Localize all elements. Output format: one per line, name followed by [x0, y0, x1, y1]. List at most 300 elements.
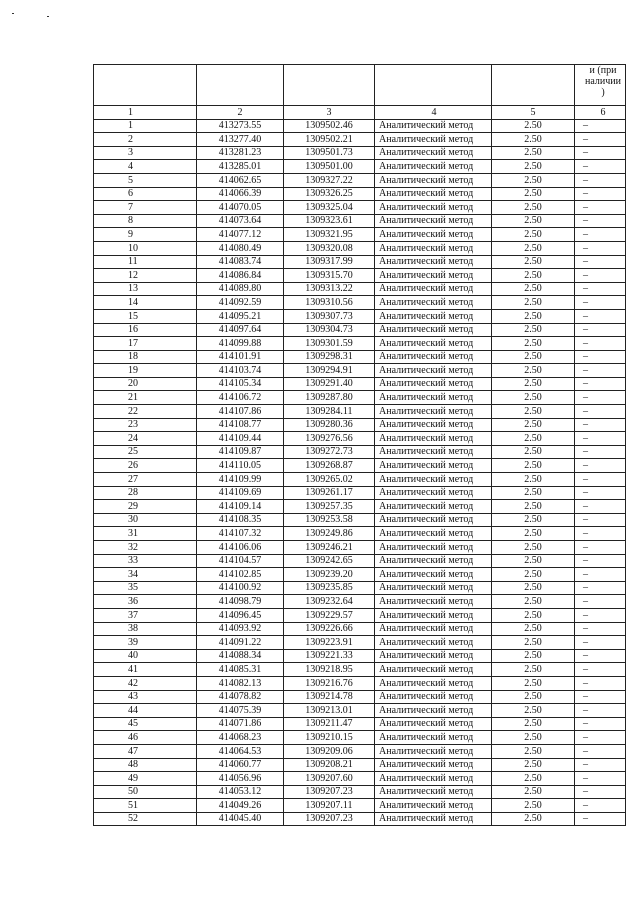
table-row: [94, 744, 626, 758]
x-coordinate-cell: 414098.79: [197, 595, 284, 609]
y-coordinate-cell: 1309265.02: [284, 473, 375, 487]
x-coordinate-cell: 413281.23: [197, 146, 284, 160]
x-coordinate-cell: 414073.64: [197, 214, 284, 228]
method-cell: Аналитический метод: [375, 350, 492, 364]
point-number-cell: 35: [94, 581, 197, 595]
method-cell: Аналитический метод: [375, 649, 492, 663]
method-cell: Аналитический метод: [375, 418, 492, 432]
y-coordinate-cell: 1309284.11: [284, 405, 375, 419]
method-cell: Аналитический метод: [375, 541, 492, 555]
accuracy-cell: 2.50: [492, 282, 575, 296]
accuracy-cell: 2.50: [492, 812, 575, 826]
note-cell: –: [575, 323, 626, 337]
coordinates-table: [93, 64, 626, 826]
point-number-cell: 33: [94, 554, 197, 568]
y-coordinate-cell: 1309221.33: [284, 649, 375, 663]
note-cell: –: [575, 391, 626, 405]
note-cell: –: [575, 758, 626, 772]
accuracy-cell: 2.50: [492, 432, 575, 446]
note-cell: –: [575, 785, 626, 799]
y-coordinate-cell: 1309307.73: [284, 309, 375, 323]
point-number-cell: 36: [94, 595, 197, 609]
y-coordinate-cell: 1309501.00: [284, 160, 375, 174]
point-number-cell: 23: [94, 418, 197, 432]
x-coordinate-cell: 414109.14: [197, 500, 284, 514]
accuracy-cell: 2.50: [492, 364, 575, 378]
method-cell: Аналитический метод: [375, 214, 492, 228]
table-row: [94, 350, 626, 364]
y-coordinate-cell: 1309213.01: [284, 704, 375, 718]
accuracy-cell: 2.50: [492, 676, 575, 690]
x-coordinate-cell: 414085.31: [197, 663, 284, 677]
x-coordinate-cell: 414106.72: [197, 391, 284, 405]
note-cell: –: [575, 486, 626, 500]
method-cell: Аналитический метод: [375, 445, 492, 459]
note-cell: –: [575, 595, 626, 609]
y-coordinate-cell: 1309209.06: [284, 744, 375, 758]
point-number-cell: 2: [94, 133, 197, 147]
x-coordinate-cell: 414071.86: [197, 717, 284, 731]
table-header-row: [94, 65, 626, 106]
header-cell-2: [197, 65, 284, 106]
point-number-cell: 8: [94, 214, 197, 228]
table-row: [94, 636, 626, 650]
note-cell: –: [575, 146, 626, 160]
accuracy-cell: 2.50: [492, 269, 575, 283]
table-row: [94, 160, 626, 174]
y-coordinate-cell: 1309502.21: [284, 133, 375, 147]
y-coordinate-cell: 1309268.87: [284, 459, 375, 473]
method-cell: Аналитический метод: [375, 255, 492, 269]
accuracy-cell: 2.50: [492, 187, 575, 201]
note-cell: –: [575, 568, 626, 582]
method-cell: Аналитический метод: [375, 595, 492, 609]
note-cell: –: [575, 690, 626, 704]
note-cell: –: [575, 744, 626, 758]
point-number-cell: 21: [94, 391, 197, 405]
y-coordinate-cell: 1309253.58: [284, 513, 375, 527]
table-row: [94, 717, 626, 731]
accuracy-cell: 2.50: [492, 704, 575, 718]
x-coordinate-cell: 414099.88: [197, 337, 284, 351]
y-coordinate-cell: 1309298.31: [284, 350, 375, 364]
x-coordinate-cell: 414097.64: [197, 323, 284, 337]
y-coordinate-cell: 1309246.21: [284, 541, 375, 555]
y-coordinate-cell: 1309242.65: [284, 554, 375, 568]
table-row: [94, 296, 626, 310]
table-row: [94, 513, 626, 527]
x-coordinate-cell: 414091.22: [197, 636, 284, 650]
method-cell: Аналитический метод: [375, 799, 492, 813]
scan-speck: [47, 16, 49, 17]
table-row: [94, 527, 626, 541]
method-cell: Аналитический метод: [375, 500, 492, 514]
method-cell: Аналитический метод: [375, 146, 492, 160]
accuracy-cell: 2.50: [492, 595, 575, 609]
x-coordinate-cell: 414095.21: [197, 309, 284, 323]
table-row: [94, 391, 626, 405]
y-coordinate-cell: 1309280.36: [284, 418, 375, 432]
table-row: [94, 772, 626, 786]
y-coordinate-cell: 1309323.61: [284, 214, 375, 228]
point-number-cell: 49: [94, 772, 197, 786]
point-number-cell: 5: [94, 173, 197, 187]
table-row: [94, 445, 626, 459]
y-coordinate-cell: 1309294.91: [284, 364, 375, 378]
table-row: [94, 214, 626, 228]
note-cell: –: [575, 676, 626, 690]
method-cell: Аналитический метод: [375, 364, 492, 378]
point-number-cell: 17: [94, 337, 197, 351]
point-number-cell: 20: [94, 377, 197, 391]
x-coordinate-cell: 414109.44: [197, 432, 284, 446]
point-number-cell: 26: [94, 459, 197, 473]
note-cell: –: [575, 541, 626, 555]
accuracy-cell: 2.50: [492, 350, 575, 364]
point-number-cell: 3: [94, 146, 197, 160]
header-cell-1: [94, 65, 197, 106]
method-cell: Аналитический метод: [375, 201, 492, 215]
x-coordinate-cell: 414064.53: [197, 744, 284, 758]
method-cell: Аналитический метод: [375, 772, 492, 786]
y-coordinate-cell: 1309235.85: [284, 581, 375, 595]
table-row: [94, 282, 626, 296]
table-row: [94, 405, 626, 419]
note-cell: –: [575, 418, 626, 432]
note-cell: –: [575, 241, 626, 255]
point-number-cell: 42: [94, 676, 197, 690]
note-cell: –: [575, 187, 626, 201]
accuracy-cell: 2.50: [492, 459, 575, 473]
table-row: [94, 269, 626, 283]
point-number-cell: 38: [94, 622, 197, 636]
accuracy-cell: 2.50: [492, 445, 575, 459]
accuracy-cell: 2.50: [492, 758, 575, 772]
note-cell: –: [575, 799, 626, 813]
accuracy-cell: 2.50: [492, 323, 575, 337]
note-cell: –: [575, 350, 626, 364]
y-coordinate-cell: 1309326.25: [284, 187, 375, 201]
point-number-cell: 11: [94, 255, 197, 269]
y-coordinate-cell: 1309218.95: [284, 663, 375, 677]
column-number: 2: [197, 106, 284, 120]
accuracy-cell: 2.50: [492, 228, 575, 242]
method-cell: Аналитический метод: [375, 432, 492, 446]
method-cell: Аналитический метод: [375, 282, 492, 296]
method-cell: Аналитический метод: [375, 622, 492, 636]
table-row: [94, 731, 626, 745]
table-row: [94, 595, 626, 609]
point-number-cell: 29: [94, 500, 197, 514]
accuracy-cell: 2.50: [492, 636, 575, 650]
method-cell: Аналитический метод: [375, 296, 492, 310]
method-cell: Аналитический метод: [375, 608, 492, 622]
method-cell: Аналитический метод: [375, 405, 492, 419]
x-coordinate-cell: 414092.59: [197, 296, 284, 310]
table-row: [94, 812, 626, 826]
column-number: 1: [94, 106, 197, 120]
table-row: [94, 581, 626, 595]
method-cell: Аналитический метод: [375, 473, 492, 487]
note-cell: –: [575, 133, 626, 147]
note-cell: –: [575, 704, 626, 718]
y-coordinate-cell: 1309226.66: [284, 622, 375, 636]
accuracy-cell: 2.50: [492, 337, 575, 351]
x-coordinate-cell: 414070.05: [197, 201, 284, 215]
table-row: [94, 133, 626, 147]
note-cell: –: [575, 309, 626, 323]
note-cell: –: [575, 377, 626, 391]
note-cell: –: [575, 473, 626, 487]
x-coordinate-cell: 414107.32: [197, 527, 284, 541]
accuracy-cell: 2.50: [492, 133, 575, 147]
accuracy-cell: 2.50: [492, 649, 575, 663]
x-coordinate-cell: 413273.55: [197, 119, 284, 133]
point-number-cell: 18: [94, 350, 197, 364]
table-row: [94, 173, 626, 187]
table-row: [94, 608, 626, 622]
point-number-cell: 22: [94, 405, 197, 419]
y-coordinate-cell: 1309327.22: [284, 173, 375, 187]
x-coordinate-cell: 414100.92: [197, 581, 284, 595]
y-coordinate-cell: 1309320.08: [284, 241, 375, 255]
method-cell: Аналитический метод: [375, 513, 492, 527]
table-row: [94, 228, 626, 242]
method-cell: Аналитический метод: [375, 241, 492, 255]
table-row: [94, 568, 626, 582]
x-coordinate-cell: 414109.87: [197, 445, 284, 459]
x-coordinate-cell: 414105.34: [197, 377, 284, 391]
table-row: [94, 704, 626, 718]
point-number-cell: 30: [94, 513, 197, 527]
x-coordinate-cell: 414093.92: [197, 622, 284, 636]
accuracy-cell: 2.50: [492, 241, 575, 255]
point-number-cell: 28: [94, 486, 197, 500]
note-cell: –: [575, 445, 626, 459]
accuracy-cell: 2.50: [492, 486, 575, 500]
method-cell: Аналитический метод: [375, 690, 492, 704]
y-coordinate-cell: 1309249.86: [284, 527, 375, 541]
note-cell: –: [575, 527, 626, 541]
column-numbers-row: [94, 106, 626, 120]
method-cell: Аналитический метод: [375, 391, 492, 405]
table-row: [94, 255, 626, 269]
point-number-cell: 16: [94, 323, 197, 337]
table-row: [94, 309, 626, 323]
method-cell: Аналитический метод: [375, 731, 492, 745]
note-cell: –: [575, 663, 626, 677]
table-row: [94, 119, 626, 133]
x-coordinate-cell: 414060.77: [197, 758, 284, 772]
accuracy-cell: 2.50: [492, 473, 575, 487]
table-row: [94, 622, 626, 636]
table-row: [94, 187, 626, 201]
method-cell: Аналитический метод: [375, 663, 492, 677]
method-cell: Аналитический метод: [375, 717, 492, 731]
note-cell: –: [575, 812, 626, 826]
point-number-cell: 43: [94, 690, 197, 704]
point-number-cell: 12: [94, 269, 197, 283]
point-number-cell: 41: [94, 663, 197, 677]
x-coordinate-cell: 414077.12: [197, 228, 284, 242]
method-cell: Аналитический метод: [375, 785, 492, 799]
table-row: [94, 377, 626, 391]
table-row: [94, 676, 626, 690]
table-row: [94, 500, 626, 514]
point-number-cell: 46: [94, 731, 197, 745]
table-row: [94, 337, 626, 351]
x-coordinate-cell: 413285.01: [197, 160, 284, 174]
y-coordinate-cell: 1309211.47: [284, 717, 375, 731]
x-coordinate-cell: 414053.12: [197, 785, 284, 799]
note-cell: –: [575, 513, 626, 527]
y-coordinate-cell: 1309210.15: [284, 731, 375, 745]
y-coordinate-cell: 1309257.35: [284, 500, 375, 514]
table-row: [94, 541, 626, 555]
table-row: [94, 690, 626, 704]
method-cell: Аналитический метод: [375, 704, 492, 718]
point-number-cell: 10: [94, 241, 197, 255]
x-coordinate-cell: 414056.96: [197, 772, 284, 786]
point-number-cell: 27: [94, 473, 197, 487]
x-coordinate-cell: 414045.40: [197, 812, 284, 826]
method-cell: Аналитический метод: [375, 744, 492, 758]
point-number-cell: 24: [94, 432, 197, 446]
method-cell: Аналитический метод: [375, 459, 492, 473]
note-cell: –: [575, 364, 626, 378]
x-coordinate-cell: 414107.86: [197, 405, 284, 419]
x-coordinate-cell: 414066.39: [197, 187, 284, 201]
x-coordinate-cell: 414096.45: [197, 608, 284, 622]
y-coordinate-cell: 1309291.40: [284, 377, 375, 391]
x-coordinate-cell: 414080.49: [197, 241, 284, 255]
x-coordinate-cell: 414109.69: [197, 486, 284, 500]
point-number-cell: 7: [94, 201, 197, 215]
point-number-cell: 19: [94, 364, 197, 378]
table-row: [94, 201, 626, 215]
column-number: 4: [375, 106, 492, 120]
note-cell: –: [575, 636, 626, 650]
point-number-cell: 47: [94, 744, 197, 758]
accuracy-cell: 2.50: [492, 663, 575, 677]
x-coordinate-cell: 414110.05: [197, 459, 284, 473]
note-cell: –: [575, 649, 626, 663]
x-coordinate-cell: 414083.74: [197, 255, 284, 269]
method-cell: Аналитический метод: [375, 812, 492, 826]
accuracy-cell: 2.50: [492, 500, 575, 514]
accuracy-cell: 2.50: [492, 608, 575, 622]
x-coordinate-cell: 414088.34: [197, 649, 284, 663]
y-coordinate-cell: 1309313.22: [284, 282, 375, 296]
y-coordinate-cell: 1309239.20: [284, 568, 375, 582]
method-cell: Аналитический метод: [375, 486, 492, 500]
accuracy-cell: 2.50: [492, 255, 575, 269]
note-cell: –: [575, 500, 626, 514]
note-cell: –: [575, 554, 626, 568]
method-cell: Аналитический метод: [375, 568, 492, 582]
note-cell: –: [575, 772, 626, 786]
x-coordinate-cell: 413277.40: [197, 133, 284, 147]
header-cell-5: [492, 65, 575, 106]
table-row: [94, 473, 626, 487]
x-coordinate-cell: 414078.82: [197, 690, 284, 704]
accuracy-cell: 2.50: [492, 173, 575, 187]
x-coordinate-cell: 414075.39: [197, 704, 284, 718]
point-number-cell: 1: [94, 119, 197, 133]
scan-speck: [12, 13, 14, 14]
note-cell: –: [575, 173, 626, 187]
x-coordinate-cell: 414049.26: [197, 799, 284, 813]
point-number-cell: 40: [94, 649, 197, 663]
x-coordinate-cell: 414108.35: [197, 513, 284, 527]
y-coordinate-cell: 1309261.17: [284, 486, 375, 500]
note-cell: –: [575, 717, 626, 731]
point-number-cell: 52: [94, 812, 197, 826]
note-cell: –: [575, 269, 626, 283]
method-cell: Аналитический метод: [375, 309, 492, 323]
note-cell: –: [575, 282, 626, 296]
column-number: 3: [284, 106, 375, 120]
note-cell: –: [575, 337, 626, 351]
table-row: [94, 663, 626, 677]
y-coordinate-cell: 1309276.56: [284, 432, 375, 446]
y-coordinate-cell: 1309207.60: [284, 772, 375, 786]
point-number-cell: 13: [94, 282, 197, 296]
y-coordinate-cell: 1309207.23: [284, 785, 375, 799]
point-number-cell: 48: [94, 758, 197, 772]
note-cell: –: [575, 432, 626, 446]
accuracy-cell: 2.50: [492, 744, 575, 758]
accuracy-cell: 2.50: [492, 391, 575, 405]
accuracy-cell: 2.50: [492, 772, 575, 786]
method-cell: Аналитический метод: [375, 269, 492, 283]
accuracy-cell: 2.50: [492, 201, 575, 215]
method-cell: Аналитический метод: [375, 758, 492, 772]
accuracy-cell: 2.50: [492, 119, 575, 133]
table-row: [94, 323, 626, 337]
y-coordinate-cell: 1309208.21: [284, 758, 375, 772]
accuracy-cell: 2.50: [492, 377, 575, 391]
point-number-cell: 6: [94, 187, 197, 201]
y-coordinate-cell: 1309501.73: [284, 146, 375, 160]
method-cell: Аналитический метод: [375, 228, 492, 242]
accuracy-cell: 2.50: [492, 731, 575, 745]
table-row: [94, 364, 626, 378]
y-coordinate-cell: 1309301.59: [284, 337, 375, 351]
table-row: [94, 758, 626, 772]
y-coordinate-cell: 1309502.46: [284, 119, 375, 133]
accuracy-cell: 2.50: [492, 785, 575, 799]
y-coordinate-cell: 1309287.80: [284, 391, 375, 405]
point-number-cell: 34: [94, 568, 197, 582]
method-cell: Аналитический метод: [375, 337, 492, 351]
method-cell: Аналитический метод: [375, 527, 492, 541]
accuracy-cell: 2.50: [492, 418, 575, 432]
method-cell: Аналитический метод: [375, 173, 492, 187]
accuracy-cell: 2.50: [492, 513, 575, 527]
point-number-cell: 25: [94, 445, 197, 459]
point-number-cell: 51: [94, 799, 197, 813]
accuracy-cell: 2.50: [492, 622, 575, 636]
note-cell: –: [575, 731, 626, 745]
y-coordinate-cell: 1309232.64: [284, 595, 375, 609]
x-coordinate-cell: 414068.23: [197, 731, 284, 745]
note-cell: –: [575, 581, 626, 595]
method-cell: Аналитический метод: [375, 377, 492, 391]
y-coordinate-cell: 1309321.95: [284, 228, 375, 242]
x-coordinate-cell: 414104.57: [197, 554, 284, 568]
y-coordinate-cell: 1309315.70: [284, 269, 375, 283]
